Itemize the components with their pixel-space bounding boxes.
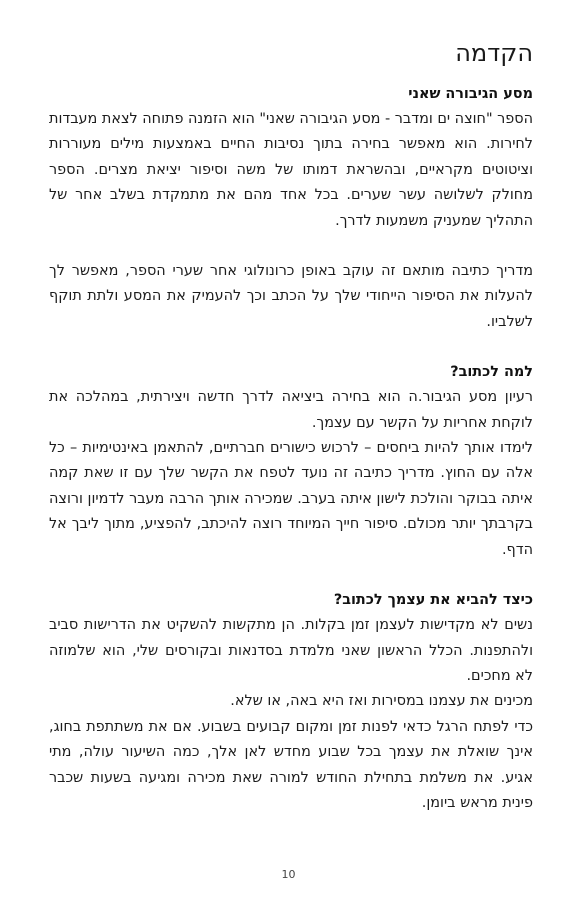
section-heading-hero-journey: מסע הגיבורה שאני: [408, 86, 533, 102]
paragraph-book-intro: הספר "חוצה ים ומדבר - מסע הגיבורה שאני" הוא הזמנה פתוחה לצאת מעבדות לחירות. הוא מאפשר בחירה בתוך נסיבות החיים באמצעות מילים מעוררות וציטוטים מקראיים, ובהשראת דמותו של משה וסיפור יציאת מצרים. הספר מחולק לשלושה עשר שערים. בכל אחד מהם את מתמקדת בשלב אחר של התהליך שמעניק משמעות לדרך.: [49, 111, 533, 229]
paragraph-why-write-1: רעיון מסע הגיבור.ה הוא בחירה ביציאה לדרך חדשה ויצירתית, במהלכה את לוקחת אחריות על הקשר עם עצמך.: [49, 389, 533, 431]
section-gap: [49, 335, 533, 360]
paragraph-guide-intro: מדריך כתיבה מותאם זה עוקב באופן כרונולוגי אחר שערי הספר, מאפשר לך להעלות את הסיפור הייחודי שלך על הכתב וכך להעמיק את המסע ולתת תוקף לשלביו.: [49, 263, 533, 330]
page-content: [49, 36, 533, 816]
section-gap: [49, 563, 533, 588]
section-heading-how-to-write: כיצד להביא את עצמך לכתוב?: [333, 592, 533, 609]
page-number: 10: [281, 868, 296, 881]
paragraph-why-write-2: לימדו אותך להיות ביחסים – לרכוש כישורים חברתיים, להתאמן באינטימיות – כל אלה עם החוץ. מדריך כתיבה זה נועד לטפח את הקשר שלך עם זו שאת קמה איתה בבוקר והולכת לישון איתה בערב. שמכירה אותך הרבה מעבר לדמיון ורוצה בקרבתך יותר מכולם. סיפור חייך המיוחד רוצה להיכתב, להפציע, מתוך ליבך אל הדף.: [49, 440, 533, 558]
paragraph-how-to-write-2: מכינים את עצמנו במסירות ואז היא באה, או שלא.: [230, 693, 533, 710]
paragraph-how-to-write-1: נשים לא מקדישות לעצמן זמן בקלות. הן מתקשות להשקיט את הדרישות סביב ולהתפנות. הכלל הראשון שאני מלמדת בסדנאות ובקורסים שלי, הוא שלמוזה לא מחכים.: [49, 617, 533, 684]
paragraph-how-to-write-3: כדי לפתח הרגל כדאי לפנות זמן ומקום קבועים בשבוע. אם את משתתפת בחוג, אינך שואלת את עצמך בכל שבוע מחדש לאן אלך, כמה השיעור עולה, מתי אגיע. את משלמת בתחילת החודש למורה שאת מכירה ומגיעה בשעות שכבר פינית מראש ביומן.: [49, 718, 533, 811]
paragraph-gap: [49, 234, 533, 259]
page-title: הקדמה: [455, 39, 533, 67]
section-heading-why-write: למה לכתוב?: [450, 364, 533, 381]
